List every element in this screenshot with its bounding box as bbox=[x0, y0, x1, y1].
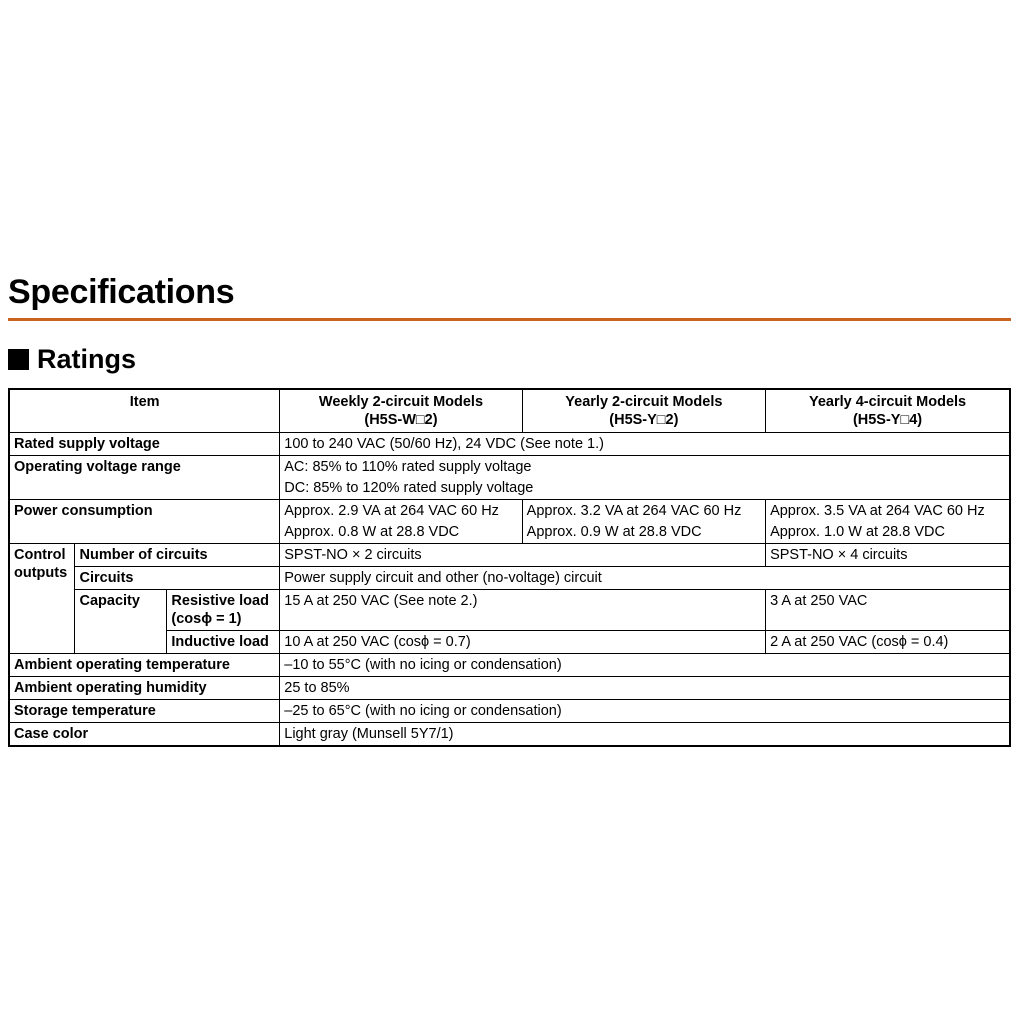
header-item: Item bbox=[9, 389, 280, 433]
resistive-load-2-value: 15 A at 250 VAC (See note 2.) bbox=[280, 590, 766, 631]
power-consumption-yearly-4: Approx. 3.5 VA at 264 VAC 60 Hz Approx. 1.0 W at 28.8 VDC bbox=[766, 500, 1010, 544]
section-heading-label: Ratings bbox=[37, 344, 137, 374]
number-of-circuits-4-value: SPST-NO × 4 circuits bbox=[766, 544, 1010, 567]
resistive-load-4-value: 3 A at 250 VAC bbox=[766, 590, 1010, 631]
table-header-row bbox=[9, 389, 1010, 433]
storage-temperature-value: –25 to 65°C (with no icing or condensation) bbox=[280, 700, 1010, 723]
page-title: Specifications bbox=[8, 273, 235, 311]
header-weekly-2-circuit: Weekly 2-circuit Models (H5S-W□2) bbox=[280, 389, 522, 433]
section-heading bbox=[8, 342, 136, 376]
circuits-value: Power supply circuit and other (no-voltage) circuit bbox=[280, 567, 1010, 590]
header-yearly-4-circuit: Yearly 4-circuit Models (H5S-Y□4) bbox=[766, 389, 1010, 433]
table-row bbox=[9, 723, 1010, 747]
operating-voltage-range-value: AC: 85% to 110% rated supply voltage DC: 85% to 120% rated supply voltage bbox=[280, 456, 1010, 500]
inductive-load-2-value: 10 A at 250 VAC (cosϕ = 0.7) bbox=[280, 631, 766, 654]
number-of-circuits-2-value: SPST-NO × 2 circuits bbox=[280, 544, 766, 567]
row-label-inductive-load: Inductive load bbox=[167, 631, 280, 654]
table-row bbox=[9, 456, 1010, 500]
row-label-rated-supply-voltage: Rated supply voltage bbox=[9, 433, 280, 456]
header-yearly-2-circuit: Yearly 2-circuit Models (H5S-Y□2) bbox=[522, 389, 765, 433]
row-label-ambient-operating-humidity: Ambient operating humidity bbox=[9, 677, 280, 700]
row-label-capacity: Capacity bbox=[75, 590, 167, 654]
power-consumption-yearly-2: Approx. 3.2 VA at 264 VAC 60 Hz Approx. 0.9 W at 28.8 VDC bbox=[522, 500, 765, 544]
row-label-control-outputs: Control outputs bbox=[9, 544, 75, 654]
ratings-table bbox=[8, 388, 1011, 747]
table-row bbox=[9, 500, 1010, 544]
rated-supply-voltage-value: 100 to 240 VAC (50/60 Hz), 24 VDC (See note 1.) bbox=[280, 433, 1010, 456]
table-row bbox=[9, 677, 1010, 700]
title-divider bbox=[8, 318, 1011, 321]
table-row bbox=[9, 654, 1010, 677]
table-row bbox=[9, 700, 1010, 723]
row-label-ambient-operating-temperature: Ambient operating temperature bbox=[9, 654, 280, 677]
table-row bbox=[9, 433, 1010, 456]
row-label-circuits: Circuits bbox=[75, 567, 280, 590]
ambient-operating-humidity-value: 25 to 85% bbox=[280, 677, 1010, 700]
row-label-operating-voltage-range: Operating voltage range bbox=[9, 456, 280, 500]
inductive-load-4-value: 2 A at 250 VAC (cosϕ = 0.4) bbox=[766, 631, 1010, 654]
ambient-operating-temperature-value: –10 to 55°C (with no icing or condensation) bbox=[280, 654, 1010, 677]
power-consumption-weekly-2: Approx. 2.9 VA at 264 VAC 60 Hz Approx. 0.8 W at 28.8 VDC bbox=[280, 500, 522, 544]
table-row bbox=[9, 567, 1010, 590]
table-row bbox=[9, 590, 1010, 631]
case-color-value: Light gray (Munsell 5Y7/1) bbox=[280, 723, 1010, 747]
row-label-number-of-circuits: Number of circuits bbox=[75, 544, 280, 567]
row-label-resistive-load: Resistive load (cosϕ = 1) bbox=[167, 590, 280, 631]
row-label-storage-temperature: Storage temperature bbox=[9, 700, 280, 723]
table-row bbox=[9, 544, 1010, 567]
square-bullet-icon bbox=[8, 349, 29, 370]
row-label-case-color: Case color bbox=[9, 723, 280, 747]
row-label-power-consumption: Power consumption bbox=[9, 500, 280, 544]
